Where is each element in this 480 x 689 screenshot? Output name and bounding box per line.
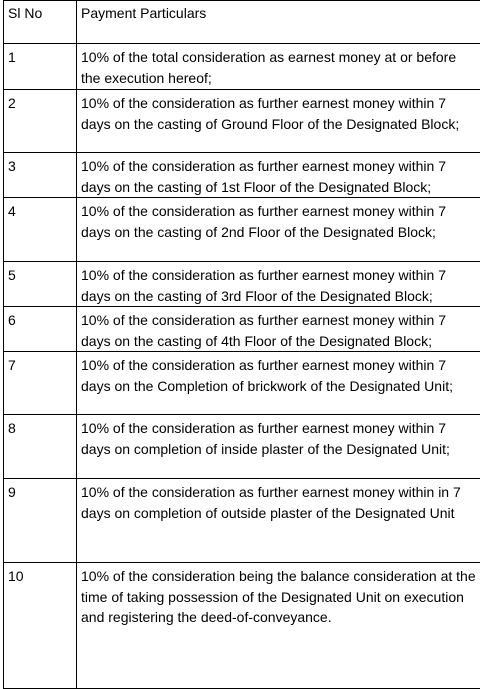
row-sl-number: 9: [4, 479, 77, 563]
payment-schedule-table: [3, 0, 480, 689]
row-payment-particulars: 10% of the total consideration as earnest money at or before the execution hereof;: [77, 44, 480, 90]
table-row: [4, 307, 480, 352]
row-payment-particulars: 10% of the consideration as further earnest money within 7 days on the casting of 3rd Floor of the Designated Block;: [77, 262, 480, 307]
row-sl-number: 6: [4, 307, 77, 352]
row-payment-particulars: 10% of the consideration as further earnest money within 7 days on the casting of 2nd Floor of the Designated Block;: [77, 198, 480, 262]
row-sl-number: 1: [4, 44, 77, 90]
row-payment-particulars: 10% of the consideration as further earnest money within 7 days on the casting of 4th Floor of the Designated Block;: [77, 307, 480, 352]
row-payment-particulars: 10% of the consideration as further earnest money within 7 days on the Completion of brickwork of the Designated Unit;: [77, 352, 480, 415]
table-row: [4, 352, 480, 415]
table-row: [4, 198, 480, 262]
table-row: [4, 262, 480, 307]
table-row: [4, 44, 480, 90]
row-sl-number: 8: [4, 415, 77, 479]
row-sl-number: 7: [4, 352, 77, 415]
table-row: [4, 90, 480, 153]
row-sl-number: 4: [4, 198, 77, 262]
row-payment-particulars: 10% of the consideration as further earnest money within in 7 days on completion of outside plaster of the Designated Unit: [77, 479, 480, 563]
table-row: [4, 153, 480, 198]
table-row: [4, 479, 480, 563]
table-row: [4, 415, 480, 479]
table-row: [4, 563, 480, 689]
row-sl-number: 10: [4, 563, 77, 689]
header-sl-no: Sl No: [4, 1, 77, 44]
row-payment-particulars: 10% of the consideration as further earnest money within 7 days on the casting of Ground Floor of the Designated Block;: [77, 90, 480, 153]
row-sl-number: 5: [4, 262, 77, 307]
row-sl-number: 3: [4, 153, 77, 198]
table-header-row: [4, 1, 480, 44]
row-payment-particulars: 10% of the consideration being the balance consideration at the time of taking possession of the Designated Unit on execution and registering the deed-of-conveyance.: [77, 563, 480, 689]
header-payment-particulars: Payment Particulars: [77, 1, 480, 44]
row-sl-number: 2: [4, 90, 77, 153]
row-payment-particulars: 10% of the consideration as further earnest money within 7 days on the casting of 1st Floor of the Designated Block;: [77, 153, 480, 198]
row-payment-particulars: 10% of the consideration as further earnest money within 7 days on completion of inside plaster of the Designated Unit;: [77, 415, 480, 479]
